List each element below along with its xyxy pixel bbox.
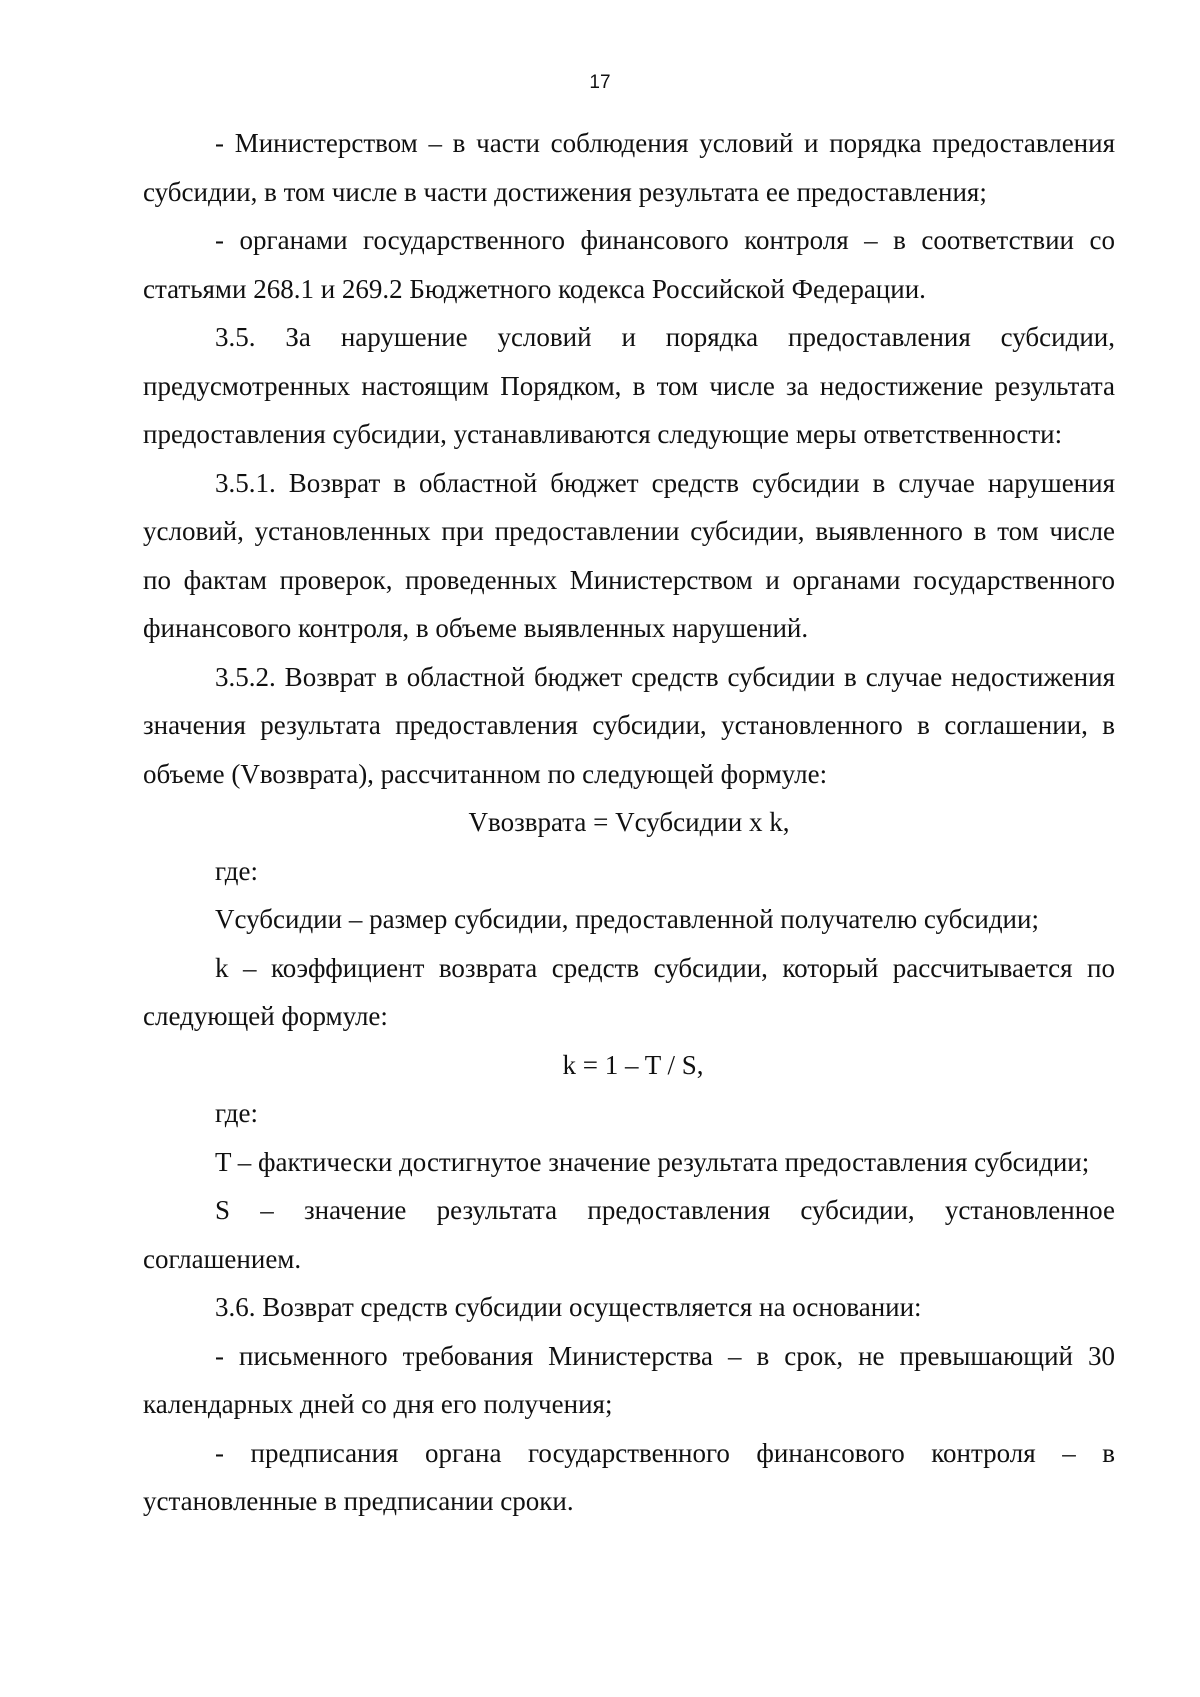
paragraph-financial-control: - органами государственного финансового контроля – в соответствии со статьями 268.1 и 269.2 Бюджетного кодекса Российской Федерации. bbox=[143, 225, 1115, 304]
where-label-2: где: bbox=[215, 1098, 258, 1128]
formula-refund: Vвозврата = Vсубсидии x k, bbox=[468, 807, 790, 837]
definition-s: S – значение результата предоставления субсидии, установленное соглашением. bbox=[143, 1195, 1115, 1274]
formula-k: k = 1 – T / S, bbox=[562, 1049, 704, 1080]
page-number: 17 bbox=[589, 72, 611, 93]
paragraph-ministry-control: - Министерством – в части соблюдения условий и порядка предоставления субсидии, в том числе в части достижения результата ее предоставления; bbox=[143, 128, 1115, 207]
paragraph-3-5: 3.5. За нарушение условий и порядка предоставления субсидии, предусмотренных настоящим Порядком, в том числе за недостижение результата предоставления субсидии, устанавливаются следующие меры ответственности: bbox=[143, 322, 1115, 449]
where-label-1: где: bbox=[215, 855, 258, 886]
document-body bbox=[143, 119, 1115, 1526]
paragraph-3-5-2: 3.5.2. Возврат в областной бюджет средств субсидии в случае недостижения значения результата предоставления субсидии, установленного в соглашении, в объеме (Vвозврата), рассчитанном по следующей формуле: bbox=[143, 661, 1115, 789]
definition-k: k – коэффициент возврата средств субсидии, который рассчитывается по следующей формуле: bbox=[143, 952, 1115, 1031]
paragraph-3-6: 3.6. Возврат средств субсидии осуществляется на основании: bbox=[215, 1292, 922, 1322]
paragraph-3-5-1: 3.5.1. Возврат в областной бюджет средств субсидии в случае нарушения условий, установленных при предоставлении субсидии, выявленного в том числе по фактам проверок, проведенных Министерством и органами государственного финансового контроля, в объеме выявленных нарушений. bbox=[143, 467, 1115, 643]
paragraph-written-demand: - письменного требования Министерства – в срок, не превышающий 30 календарных дней со дня его получения; bbox=[143, 1340, 1115, 1419]
definition-t: T – фактически достигнутое значение результата предоставления субсидии; bbox=[215, 1146, 1090, 1177]
definition-vsubsidy: Vсубсидии – размер субсидии, предоставленной получателю субсидии; bbox=[215, 904, 1039, 934]
paragraph-prescription: - предписания органа государственного финансового контроля – в установленные в предписании сроки. bbox=[143, 1437, 1115, 1516]
